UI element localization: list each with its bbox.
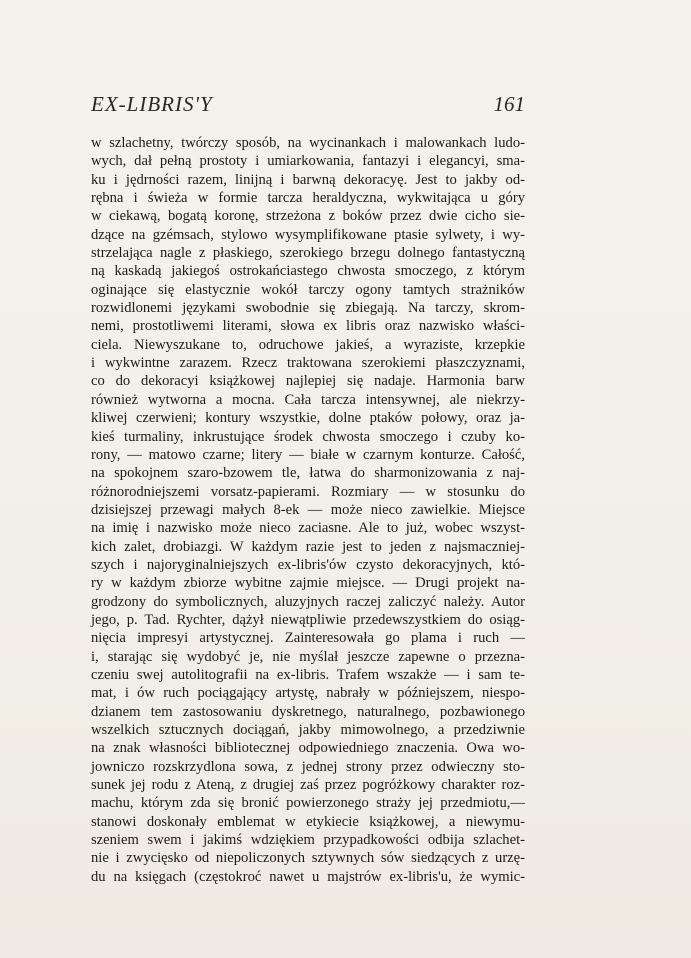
text-line: i, starając się wydobyć je, nie myślał jeszcze zapewne o przezna- [91,648,525,665]
text-line: ry w każdym zbiorze wybitne zajmie miejsce. — Drugi projekt na- [91,575,525,592]
text-line: również wytworna a mocna. Cała tarcza intensywnej, ale niekrzy- [91,391,525,408]
text-line: jowniczo rozskrzydlona sowa, z jednej strony przez odwieczny sto- [91,758,525,775]
text-line: strzelająca nagle z płaskiego, szerokiego brzegu dolnego fantastyczną [91,245,525,262]
page-number: 161 [493,92,525,116]
text-line: kieś turmaliny, inkrustujące środek chwosta smoczego i czuby ko- [91,428,525,445]
text-line: sunek jej rodu z Ateną, z drugiej zaś przez pogróżkowy charakter roz- [91,777,525,794]
text-line: ną kaskadą jakiegoś ostrokańciastego chwosta smoczego, z którym [91,263,525,280]
text-line: szych i najoryginalniejszych ex-libris'ów czysto dekoracyjnych, któ- [91,556,525,573]
text-line: i wykwintne zarazem. Rzecz traktowana szerokiemi płaszczyznami, [91,355,525,372]
text-line: ku i jędrności razem, linijną i barwną dekoracyę. Jest to jakby od- [91,171,525,188]
text-line: rębna i świeża w formie tarcza heraldyczna, wykwitająca u góry [91,190,525,207]
text-line: na imię i nazwisko może nieco zaciasne. Ale to już, wobec wszyst- [91,520,525,537]
text-line: machu, którym zda się bronić powierzonego straży jej przedmiotu,— [91,795,525,812]
text-line: rozwidlonemi językami swobodnie się zbiegają. Na tarczy, skrom- [91,300,525,317]
text-line: dzianem tem zastosowaniu dyskretnego, naturalnego, pozbawionego [91,703,525,720]
text-line: mat, i ów ruch pociągający artystę, nabrały w późniejszem, niespo- [91,685,525,702]
running-title: EX-LIBRIS'Y [91,92,213,116]
text-line: jego, p. Tad. Rychter, dążył niewątpliwie przedewszystkiem do osiąg- [91,611,525,628]
text-line: w ciekawą, bogatą koronę, strzeżona z boków przez dwie cicho sie- [91,208,525,225]
text-line: nięcia impresyi artystycznej. Zainteresowała go plama i ruch — [91,630,525,647]
text-line: stanowi doskonały emblemat w etykiecie książkowej, a niewymu- [91,813,525,830]
text-line: na znak własności bibliotecznej odpowiedniego znaczenia. Owa wo- [91,740,525,757]
text-line: kliwej czerwieni; kontury wszystkie, dolne ptaków połowy, oraz ja- [91,410,525,427]
text-line: rony, — matowo czarne; litery — białe w czarnym konturze. Całość, [91,446,525,463]
text-line: na spokojnem szaro-bzowem tle, łatwa do sharmonizowania z naj- [91,465,525,482]
text-line: czeniu swej autolitografii na ex-libris. Trafem wszakże — i sam te- [91,666,525,683]
text-line: kich zalet, drobiazgi. W każdym razie jest to jeden z najsmaczniej- [91,538,525,555]
text-line: oginające się elastycznie wokół tarczy ogony tamtych strażników [91,281,525,298]
text-line: dzące na gzémsach, stylowo wysymplifikowane ptasie sylwety, i wy- [91,226,525,243]
text-line: co do dekoracyi książkowej najlepiej się nadaje. Harmonia barw [91,373,525,390]
body-text [91,134,525,886]
text-line: w szlachetny, twórczy sposób, na wycinankach i malowankach ludo- [91,135,525,151]
text-line: szeniem swem i jakimś wdziękiem przypadkowości odbija szlachet- [91,832,525,849]
text-line: ciela. Niewyszukane to, odruchowe jakieś, a wyraziste, krzepkie [91,336,525,353]
text-line: różnorodniejszemi vorsatz-papierami. Rozmiary — w stosunku do [91,483,525,500]
text-line: nemi, prostotliwemi literami, słowa ex libris oraz nazwisko właści- [91,318,525,335]
text-line: du na księgach (częstokroć nawet u majstrów ex-libris'u, że wymic- [91,868,525,885]
text-line: wszelkich sztucznych dociągań, jakby mimowolnego, a przedziwnie [91,722,525,738]
text-line: nie i zwycięsko od niepoliczonych sztywnych sów siedzących z urzę- [91,850,525,867]
text-line: grodzony do symbolicznych, aluzyjnych raczej zaliczyć należy. Autor [91,593,525,610]
page-header [91,92,525,124]
text-line: dzisiejszej przewagi małych 8-ek — może nieco zawielkie. Miejsce [91,501,525,518]
text-line: wych, dał pełną prostoty i umiarkowania, fantazyi i elegancyi, sma- [91,153,525,170]
